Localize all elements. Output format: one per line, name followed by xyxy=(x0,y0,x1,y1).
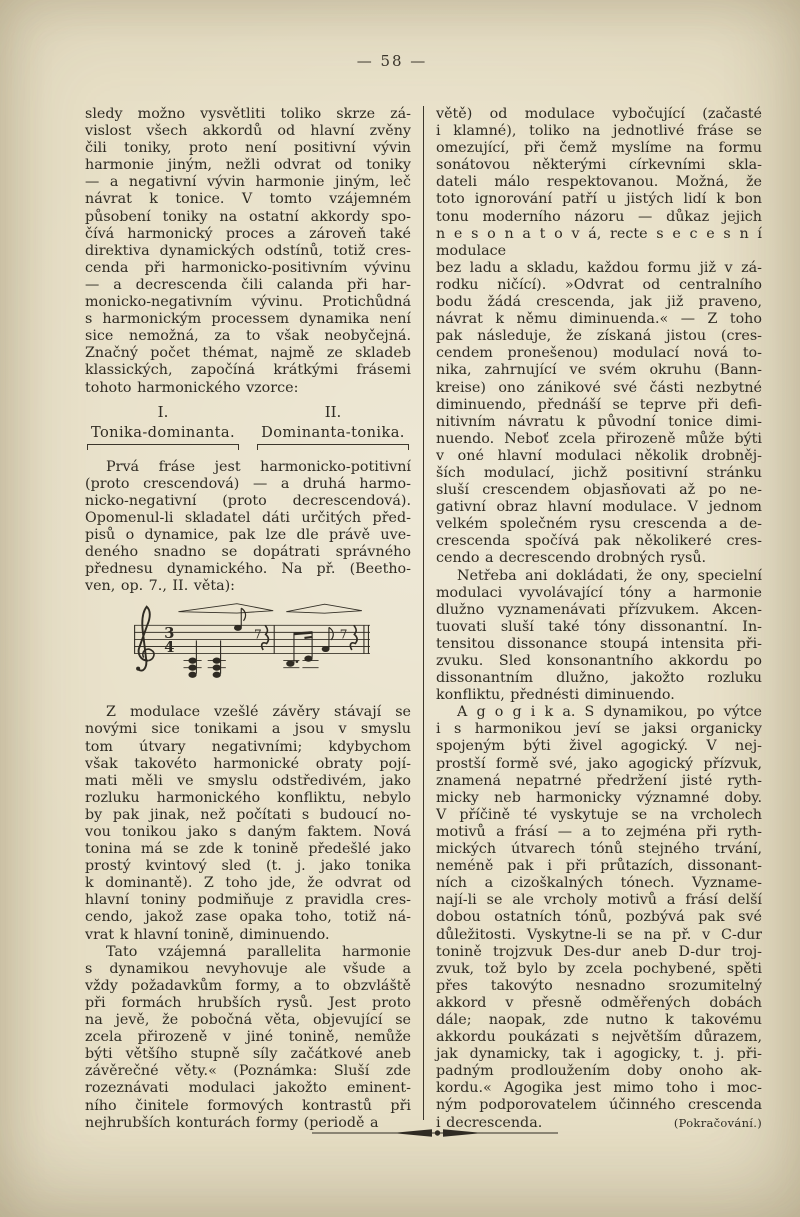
text-line: tonu moderního názoru — důkaz jejich xyxy=(436,208,762,225)
musical-staff xyxy=(122,599,374,695)
ornament-right-taper xyxy=(443,1129,483,1137)
text-line: Opomenul-li skladatel dáti určitých před- xyxy=(85,509,411,526)
text-line: akkord v přesně odměřených dobách xyxy=(436,994,762,1011)
text-line: tohoto harmonického vzorce: xyxy=(85,379,299,396)
ornament-center-dot xyxy=(435,1130,440,1135)
formula-label: Dominanta-tonika. xyxy=(261,423,405,441)
text-line: dále; naopak, zde nutno k takovému xyxy=(436,1011,762,1028)
text-line: motivů a frásí — a to zejména při ryth- xyxy=(436,823,762,840)
text-line: by pak jinak, než počítati s budoucí no- xyxy=(85,806,411,823)
text-line: přednesu dynamického. Na př. (Beetho- xyxy=(85,561,411,578)
music-example xyxy=(85,599,411,699)
paragraph xyxy=(85,459,411,596)
text-line: nitivním návratu k původní tonice dimi- xyxy=(436,413,762,430)
continuation-note: (Pokračování.) xyxy=(673,1115,762,1130)
eighth-rest-icon: 7 xyxy=(339,627,348,642)
text-line: crescenda spočívá pak několikeré cres- xyxy=(436,533,762,550)
ornament-left-taper xyxy=(392,1129,432,1137)
text-line-end: i decrescenda. xyxy=(436,1114,543,1131)
text-line: Tato vzájemná parallelita harmonie xyxy=(106,943,411,960)
text-line: nika, zahrnující ve svém okruhu (Bann- xyxy=(436,362,762,379)
text-line: na jevě, že pobočná věta, objevující se xyxy=(85,1012,411,1029)
text-line: diminuendo, přednáší se teprve při defi- xyxy=(436,396,762,413)
text-line: pisů o dynamice, pak lze dle právě uve- xyxy=(85,526,411,543)
text-line: ným podporovatelem účinného crescenda xyxy=(436,1097,762,1114)
text-line: i s harmonikou jeví se jaksi organicky xyxy=(436,721,762,738)
text-line: gativní obraz hlavní modulace. V jednom xyxy=(436,499,762,516)
text-line: čili toniky, proto není positivní vývin xyxy=(85,140,411,157)
text-line: Netřeba ani dokládati, že ony, specielní xyxy=(457,567,762,584)
text-line: omezující, při čemž myslíme na formu xyxy=(436,140,762,157)
text-line: přes takovýto nesnadno srozumitelný xyxy=(436,977,762,994)
text-line: rozeznávati modulaci jakožto eminent- xyxy=(85,1080,411,1097)
harmonic-formula xyxy=(85,402,411,450)
svg-text:3: 3 xyxy=(164,625,175,643)
text-line: monicko-negativním vývinu. Protichůdná xyxy=(85,294,411,311)
text-line: micky neb harmonicky významné doby. xyxy=(436,789,762,806)
hairpin-dynamics-icon xyxy=(178,604,361,614)
formula-item xyxy=(255,402,411,450)
text-line: tensitou dissonance stoupá intensita při- xyxy=(436,635,762,652)
paragraph xyxy=(436,568,762,705)
formula-numeral: I. xyxy=(157,402,169,421)
paragraph xyxy=(436,704,762,1131)
text-line: — a negativní vývin harmonie jiným, leč xyxy=(85,174,411,191)
paragraph xyxy=(85,944,411,1132)
text-line: býti většího stupně síly začátkové aneb xyxy=(85,1046,411,1063)
text-line: vou tonikou jako s daným faktem. Nová xyxy=(85,824,411,840)
text-line: pak následuje, že získaná jistou (cres- xyxy=(436,328,762,345)
text-line: n e s o n a t o v á, recte s e c e s n í modulace xyxy=(436,225,762,259)
text-line: znamená nepatrné předržení jisté ryth- xyxy=(436,772,762,789)
text-line: padným prodloužením doby onoho ak- xyxy=(436,1063,762,1080)
text-line: tom útvary negativními; kdybychom xyxy=(85,738,411,755)
text-line: vrat k hlavní tonině, diminuendo. xyxy=(85,926,330,943)
text-line: (proto crescendová) — a druhá harmo- xyxy=(85,475,411,492)
text-line: modulaci vyvolávající tóny a harmonie xyxy=(436,584,762,601)
text-line: rozluku harmonického konfliktu, nebylo xyxy=(85,789,411,806)
text-line: ního činitele formových kontrastů při xyxy=(85,1097,411,1114)
text-line: nají-li se ale vrcholy motivů a frásí delší xyxy=(436,892,762,909)
text-line: sonátovou některými církevními skla- xyxy=(436,157,762,174)
text-line: rodku ničící). »Odvrat od centralního xyxy=(436,276,762,293)
text-line: mických útvarech tónů stejného trvání, xyxy=(436,841,762,858)
column-divider xyxy=(423,106,424,1120)
page-number: — 58 — xyxy=(356,52,428,70)
text-line: nejhrubších konturách formy (periodě a xyxy=(85,1114,379,1131)
text-line: akkordu poukázati s největším důrazem, xyxy=(436,1029,762,1046)
text-line: však takovéto harmonické obraty pojí- xyxy=(85,755,411,772)
text-columns xyxy=(85,106,762,1131)
text-line: zvuku. Sled konsonantního akkordu po xyxy=(436,653,762,669)
text-line: tonině trojzvuk Des-dur aneb D-dur troj- xyxy=(436,943,762,960)
text-line: k dominantě). Z toho jde, že odvrat od xyxy=(85,875,411,892)
text-line: dlužno vyznamenávati přízvukem. Akcen- xyxy=(436,601,762,618)
text-line: nicko-negativní (proto decrescendová). xyxy=(85,492,411,509)
text-line: čívá harmonický proces a zároveň také xyxy=(85,225,411,242)
text-line: zcela přirozeně v jiné tonině, nemůže xyxy=(85,1029,411,1046)
text-line: větě) od modulace vybočující (začasté xyxy=(436,106,762,122)
text-line: konfliktu, přednésti diminuendo. xyxy=(436,687,675,704)
text-line: s dynamikou nevyhovuje ale všude a xyxy=(85,960,411,977)
text-line: důležitosti. Vyskytne-li se na př. v C-dur xyxy=(436,926,762,943)
text-line: hlavní toniny podmiňuje z pravidla cres- xyxy=(85,892,411,909)
text-line: závěrečné věty.« (Poznámka: Sluší zde xyxy=(85,1063,411,1080)
text-line: cendo, jakož zase opaka toho, totiž ná- xyxy=(85,909,411,926)
text-line: kreise) ono zánikové své části nezbytné xyxy=(436,379,762,396)
text-line: Z modulace vzešlé závěry stávají se xyxy=(106,704,411,721)
text-line: bez ladu a skladu, každou formu již v zá- xyxy=(436,259,762,276)
text-line: harmonie jiným, nežli odvrat od toniky xyxy=(85,157,411,174)
text-line: tuovati sluší také tóny dissonantní. In- xyxy=(436,618,762,635)
paragraph xyxy=(436,106,762,568)
text-line: dateli málo respektovanou. Možná, že xyxy=(436,174,762,191)
text-line: i klamné), toliko na jednotlivé fráse se xyxy=(436,123,762,140)
text-line: A g o g i k a. S dynamikou, po výtce xyxy=(457,704,762,721)
text-line: při formách hrubších rysů. Jest proto xyxy=(85,994,411,1011)
text-line: vislost všech akkordů od hlavní zvěny xyxy=(85,123,411,140)
text-line: Prvá fráse jest harmonicko-potitivní xyxy=(106,458,411,475)
text-line: ních a cizoškalných tónech. Vyzname- xyxy=(436,875,762,892)
text-line: vždy požadavkům formy, a to obzvláště xyxy=(85,977,411,994)
formula-numeral: II. xyxy=(324,402,342,421)
formula-underline-bracket xyxy=(87,444,239,450)
text-line: Značný počet thémat, najmě ze skladeb xyxy=(85,345,411,362)
text-line: sluší crescendem objasňovati až po ne- xyxy=(436,482,762,499)
paragraph xyxy=(85,106,411,397)
text-line: neméně pak i při průtazích, dissonant- xyxy=(436,858,762,875)
text-line: zvuk, tož bylo by zcela pochybené, spěti xyxy=(436,960,762,977)
formula-label: Tonika-dominanta. xyxy=(90,423,236,441)
text-line: působení toniky na ostatní akkordy spo- xyxy=(85,208,411,225)
text-line: velkém společném rysu crescenda a de- xyxy=(436,516,762,533)
measure-1-notes xyxy=(183,609,268,678)
text-line: s harmonickým processem dynamika není xyxy=(85,311,411,328)
text-line: jak dynamicky, tak i agogicky, t. j. při- xyxy=(436,1046,762,1063)
formula-underline-bracket xyxy=(257,444,409,450)
text-line: sledy možno vysvětliti toliko skrze zá- xyxy=(85,106,411,122)
text-line: prostý kvintový sled (t. j. jako tonika xyxy=(85,858,411,875)
text-line: bodu žádá crescenda, jak již praveno, xyxy=(436,294,762,311)
text-line: ven, op. 7., II. věta): xyxy=(85,578,235,595)
text-line: prostší formě své, jako agogický přízvuk, xyxy=(436,755,762,772)
text-line: dissonantním dlužno, jakožto rozluku xyxy=(436,670,762,687)
left-column xyxy=(85,106,411,1131)
text-line: návrat k němu diminuenda.« — Z toho xyxy=(436,311,762,328)
paragraph xyxy=(85,704,411,943)
text-line: sice nemožná, za to však neobyčejná. xyxy=(85,328,411,345)
end-rule-ornament xyxy=(310,1126,560,1140)
text-line: novými sice tonikami a jsou v smyslu xyxy=(85,721,411,738)
text-line: spojeným býti živel agogický. V nej- xyxy=(436,738,762,755)
text-line: — a decrescenda čili calanda při har- xyxy=(85,276,411,293)
treble-clef-icon xyxy=(136,607,154,671)
text-line: cendem pronešenou) modulací nová to- xyxy=(436,345,762,362)
svg-text:4: 4 xyxy=(164,639,175,657)
text-line: návrat k tonice. V tomto vzájemném xyxy=(85,191,411,208)
right-column xyxy=(436,106,762,1131)
text-line: klassických, započíná krátkými frásemi xyxy=(85,362,411,379)
time-signature xyxy=(164,625,174,656)
text-line: mati měli ve smyslu odstředivém, jako xyxy=(85,772,411,789)
text-line: nuendo. Neboť zcela přirozeně může býti xyxy=(436,430,762,447)
text-line: cenda při harmonicko-positivním vývinu xyxy=(85,259,411,276)
text-line: v oné hlavní modulaci několik drobněj- xyxy=(436,447,762,464)
formula-item xyxy=(85,402,241,450)
text-line: ších modulací, jichž positivní stránku xyxy=(436,464,762,481)
text-line: deného snadno se dopátrati správného xyxy=(85,544,411,561)
text-line: direktiva dynamických odstínů, totiž cres- xyxy=(85,242,411,259)
text-line: dobou ostatních tónů, pozbývá pak své xyxy=(436,909,762,926)
text-line: cendo a decrescendo drobných rysů. xyxy=(436,550,707,567)
text-line: kordu.« Agogika jest mimo toho i moc- xyxy=(436,1080,762,1097)
eighth-rest-icon: 7 xyxy=(254,627,262,642)
text-line: V příčině té vyskytuje se na vrcholech xyxy=(436,806,762,823)
text-line: toto ignorování patří u jistých lidí k bon xyxy=(436,191,762,208)
text-line: tonina má se zde k tonině předešlé jako xyxy=(85,841,411,858)
